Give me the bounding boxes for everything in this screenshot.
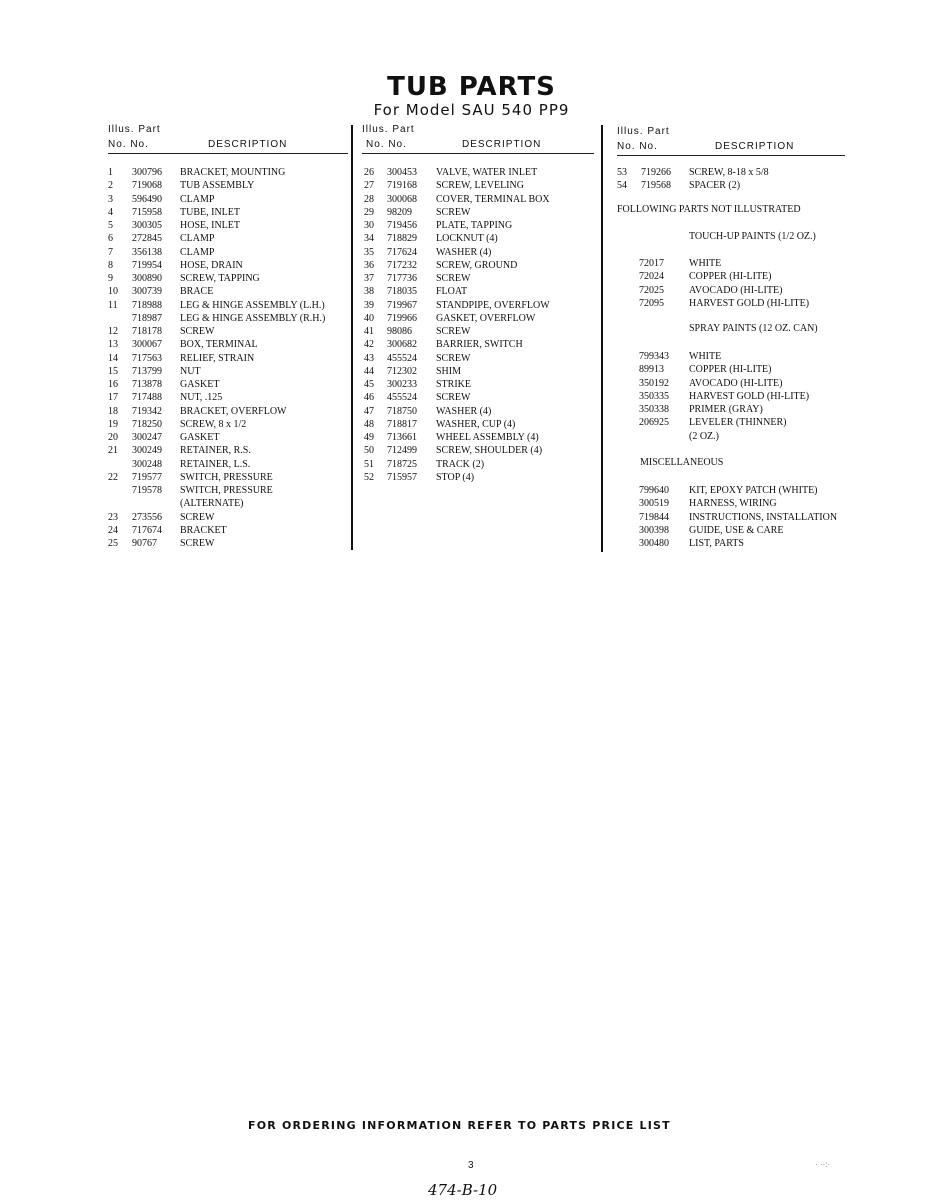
- illus-number: 44: [364, 365, 374, 377]
- part-row: [362, 246, 594, 259]
- illus-number: 8: [108, 259, 113, 271]
- column-divider: [351, 125, 353, 550]
- part-row: [362, 325, 594, 338]
- part-number: 799343: [639, 351, 669, 362]
- part-description: SPACER (2): [689, 180, 741, 192]
- illus-number: 36: [364, 259, 374, 271]
- part-number: 719966: [387, 312, 417, 324]
- illus-number: 7: [108, 246, 113, 258]
- part-row: [108, 338, 353, 351]
- illus-number: 30: [364, 220, 374, 231]
- part-number: 455524: [387, 392, 417, 404]
- part-row: [617, 257, 849, 270]
- part-row: [108, 246, 353, 259]
- part-row: [362, 232, 594, 245]
- part-row: [362, 299, 594, 312]
- part-number: 350338: [639, 404, 669, 415]
- header-rule: [108, 153, 348, 154]
- part-number: 718035: [387, 286, 417, 298]
- touchup-list: [617, 257, 849, 310]
- part-row: [617, 497, 867, 510]
- part-description: NUT: [180, 365, 201, 377]
- part-description: SCREW: [436, 273, 471, 284]
- part-number: 98209: [387, 206, 412, 218]
- part-row: [362, 405, 594, 418]
- part-row: [362, 444, 594, 457]
- part-row: [362, 352, 594, 365]
- illus-part-label: Illus. Part: [362, 124, 415, 135]
- part-number: 300248: [132, 458, 162, 470]
- part-number: 300249: [132, 445, 162, 457]
- illus-number: 54: [617, 180, 627, 192]
- part-description: STANDPIPE, OVERFLOW: [436, 299, 550, 311]
- part-row: [617, 430, 849, 443]
- parts-list: [362, 166, 594, 484]
- illus-number: 27: [364, 180, 374, 192]
- part-row: [108, 511, 353, 524]
- part-description: COVER, TERMINAL BOX: [436, 193, 550, 205]
- illus-part-label: Illus. Part: [617, 126, 670, 137]
- part-number: 719168: [387, 180, 417, 192]
- part-description: SCREW: [436, 206, 471, 218]
- part-description: NUT, .125: [180, 392, 223, 404]
- illus-number: 15: [108, 365, 118, 377]
- part-row: [108, 219, 353, 232]
- illus-number: 22: [108, 471, 118, 483]
- illus-number: 34: [364, 233, 374, 245]
- part-row: [617, 350, 849, 363]
- part-row: [108, 312, 353, 325]
- part-number: 350335: [639, 390, 669, 402]
- illus-number: 24: [108, 524, 118, 536]
- part-number: 712302: [387, 365, 417, 377]
- part-description: BRACKET: [180, 524, 227, 536]
- part-description: COPPER (HI-LITE): [689, 364, 772, 376]
- scan-mark: · ··:·: [815, 1160, 831, 1169]
- part-row: [362, 418, 594, 431]
- part-description: HARVEST GOLD (HI-LITE): [689, 390, 810, 402]
- part-row: [617, 390, 849, 403]
- part-number: 719568: [641, 180, 671, 192]
- part-description: (2 OZ.): [689, 430, 719, 442]
- part-number: 300247: [132, 432, 162, 443]
- illus-number: 38: [364, 286, 374, 298]
- description-label: DESCRIPTION: [715, 141, 795, 152]
- part-description: RELIEF, STRAIN: [180, 352, 255, 364]
- part-description: HARNESS, WIRING: [689, 498, 777, 510]
- description-label: DESCRIPTION: [462, 139, 542, 150]
- part-number: 300453: [387, 167, 417, 178]
- part-description: GUIDE, USE & CARE: [689, 524, 784, 536]
- part-description: SCREW: [436, 326, 471, 337]
- part-description: SCREW: [436, 392, 471, 404]
- illus-number: 48: [364, 418, 374, 430]
- part-description: SCREW: [180, 538, 215, 549]
- part-row: [617, 377, 849, 390]
- part-row: [108, 418, 353, 431]
- no-no-label: No. No.: [366, 139, 407, 150]
- part-number: 717232: [387, 259, 417, 271]
- part-number: 72095: [639, 297, 664, 309]
- illus-number: 20: [108, 432, 118, 443]
- illus-number: 19: [108, 418, 118, 430]
- illus-number: 51: [364, 458, 374, 470]
- part-row: [362, 471, 594, 484]
- part-number: 718987: [132, 312, 162, 324]
- part-number: 272845: [132, 233, 162, 245]
- part-description: WASHER (4): [436, 405, 492, 417]
- part-number: 300068: [387, 193, 417, 205]
- illus-number: 5: [108, 220, 113, 231]
- illus-number: 1: [108, 167, 113, 178]
- part-row: [617, 484, 867, 497]
- illus-number: 46: [364, 392, 374, 404]
- part-row: [617, 179, 849, 192]
- illus-number: 4: [108, 206, 113, 218]
- illus-number: 52: [364, 471, 374, 483]
- part-number: 719844: [639, 511, 669, 523]
- part-description: (ALTERNATE): [180, 498, 244, 510]
- spray-heading: SPRAY PAINTS (12 OZ. CAN): [689, 323, 818, 334]
- part-row: [362, 312, 594, 325]
- part-number: 300233: [387, 379, 417, 390]
- part-row: [108, 166, 353, 179]
- part-number: 300739: [132, 286, 162, 298]
- part-row: [108, 484, 353, 497]
- part-description: BOX, TERMINAL: [180, 339, 258, 351]
- illus-number: 41: [364, 326, 374, 337]
- illus-number: 35: [364, 246, 374, 258]
- part-number: 719967: [387, 299, 417, 311]
- part-description: PLATE, TAPPING: [436, 220, 513, 231]
- part-description: HARVEST GOLD (HI-LITE): [689, 297, 810, 309]
- part-number: 300682: [387, 339, 417, 351]
- page-number: 3: [468, 1160, 474, 1171]
- part-number: 719266: [641, 167, 671, 178]
- part-number: 90767: [132, 538, 157, 549]
- part-description: TUB ASSEMBLY: [180, 180, 255, 192]
- illus-number: 3: [108, 193, 113, 205]
- illus-number: 49: [364, 432, 374, 443]
- part-number: 718829: [387, 233, 417, 245]
- part-description: CLAMP: [180, 246, 215, 258]
- part-number: 300480: [639, 538, 669, 549]
- illus-number: 12: [108, 326, 118, 337]
- part-description: CLAMP: [180, 193, 215, 205]
- not-illustrated-heading: FOLLOWING PARTS NOT ILLUSTRATED: [617, 204, 801, 215]
- part-row: [108, 272, 353, 285]
- part-row: [617, 403, 849, 416]
- part-description: GASKET: [180, 432, 220, 443]
- part-number: 719456: [387, 220, 417, 231]
- part-row: [617, 537, 867, 550]
- spray-list: [617, 350, 849, 443]
- part-description: BARRIER, SWITCH: [436, 339, 523, 351]
- part-row: [617, 270, 849, 283]
- part-description: GASKET: [180, 379, 220, 390]
- no-no-label: No. No.: [617, 141, 658, 152]
- part-description: BRACE: [180, 286, 214, 298]
- part-description: RETAINER, L.S.: [180, 458, 251, 470]
- part-row: [617, 166, 849, 179]
- illus-number: 21: [108, 445, 118, 457]
- illus-number: 6: [108, 233, 113, 245]
- part-row: [108, 471, 353, 484]
- part-description: STRIKE: [436, 379, 471, 390]
- part-row: [108, 458, 353, 471]
- part-description: BRACKET, MOUNTING: [180, 167, 286, 178]
- part-number: 717624: [387, 246, 417, 258]
- part-description: WASHER, CUP (4): [436, 418, 516, 430]
- part-number: 717488: [132, 392, 162, 404]
- part-number: 719342: [132, 405, 162, 417]
- illus-number: 50: [364, 445, 374, 457]
- part-number: 717674: [132, 524, 162, 536]
- part-number: 718725: [387, 458, 417, 470]
- illus-number: 23: [108, 511, 118, 523]
- part-description: SCREW, 8 x 1/2: [180, 418, 247, 430]
- part-description: SCREW: [436, 352, 471, 364]
- part-number: 713878: [132, 379, 162, 390]
- illus-number: 11: [108, 299, 118, 311]
- part-number: 718178: [132, 326, 162, 337]
- part-number: 356138: [132, 246, 162, 258]
- part-description: SCREW, GROUND: [436, 259, 518, 271]
- part-row: [108, 179, 353, 192]
- no-no-label: No. No.: [108, 139, 149, 150]
- part-row: [362, 219, 594, 232]
- illus-number: 47: [364, 405, 374, 417]
- part-row: [108, 378, 353, 391]
- part-description: WHEEL ASSEMBLY (4): [436, 432, 539, 443]
- part-number: 718250: [132, 418, 162, 430]
- part-row: [362, 378, 594, 391]
- part-number: 72017: [639, 258, 664, 269]
- part-description: LIST, PARTS: [689, 538, 744, 549]
- illus-number: 9: [108, 273, 113, 284]
- part-number: 300398: [639, 524, 669, 536]
- part-description: TUBE, INLET: [180, 206, 240, 218]
- part-number: 717563: [132, 352, 162, 364]
- part-row: [108, 431, 353, 444]
- part-number: 350192: [639, 377, 669, 389]
- part-row: [362, 365, 594, 378]
- description-label: DESCRIPTION: [208, 139, 288, 150]
- part-number: 206925: [639, 417, 669, 429]
- illus-number: 53: [617, 167, 627, 178]
- part-row: [617, 524, 867, 537]
- part-row: [108, 232, 353, 245]
- part-row: [108, 193, 353, 206]
- touchup-heading: TOUCH-UP PAINTS (1/2 OZ.): [689, 231, 816, 242]
- illus-number: 16: [108, 379, 118, 390]
- illus-number: 39: [364, 299, 374, 311]
- part-number: 718817: [387, 418, 417, 430]
- part-description: HOSE, INLET: [180, 220, 240, 231]
- part-row: [108, 206, 353, 219]
- part-number: 719577: [132, 471, 162, 483]
- part-number: 300519: [639, 498, 669, 510]
- part-description: WASHER (4): [436, 246, 492, 258]
- part-row: [362, 431, 594, 444]
- illus-part-label: Illus. Part: [108, 124, 161, 135]
- illus-number: 43: [364, 352, 374, 364]
- part-row: [108, 391, 353, 404]
- part-number: 89913: [639, 364, 664, 376]
- part-description: LEG & HINGE ASSEMBLY (L.H.): [180, 299, 325, 311]
- part-description: SCREW, 8-18 x 5/8: [689, 167, 769, 178]
- misc-list: [617, 484, 867, 550]
- part-number: 273556: [132, 511, 162, 523]
- part-number: 98086: [387, 326, 412, 337]
- part-number: 719954: [132, 259, 162, 271]
- illus-number: 28: [364, 193, 374, 205]
- part-row: [108, 325, 353, 338]
- part-row: [617, 284, 849, 297]
- part-row: [362, 259, 594, 272]
- part-description: SCREW, LEVELING: [436, 180, 524, 192]
- part-row: [362, 179, 594, 192]
- part-row: [108, 405, 353, 418]
- part-description: WHITE: [689, 351, 722, 362]
- ordering-note: FOR ORDERING INFORMATION REFER TO PARTS PRICE LIST: [248, 1119, 671, 1132]
- part-description: GASKET, OVERFLOW: [436, 312, 536, 324]
- part-description: PRIMER (GRAY): [689, 404, 763, 415]
- part-description: VALVE, WATER INLET: [436, 167, 538, 178]
- illus-number: 29: [364, 206, 374, 218]
- part-description: SWITCH, PRESSURE: [180, 471, 273, 483]
- part-number: 300890: [132, 273, 162, 284]
- part-number: 799640: [639, 485, 669, 496]
- part-description: RETAINER, R.S.: [180, 445, 251, 457]
- part-number: 719578: [132, 485, 162, 496]
- page-subtitle: For Model SAU 540 PP9: [373, 101, 570, 119]
- illus-number: 25: [108, 538, 118, 549]
- illus-number: 40: [364, 312, 374, 324]
- part-row: [362, 391, 594, 404]
- part-row: [362, 338, 594, 351]
- part-number: 718988: [132, 299, 162, 311]
- illus-number: 14: [108, 352, 118, 364]
- part-row: [617, 297, 849, 310]
- part-description: SCREW: [180, 326, 215, 337]
- part-row: [362, 272, 594, 285]
- part-description: LOCKNUT (4): [436, 233, 498, 245]
- part-number: 713799: [132, 365, 162, 377]
- part-description: LEVELER (THINNER): [689, 417, 787, 429]
- part-description: TRACK (2): [436, 458, 485, 470]
- part-number: 300067: [132, 339, 162, 351]
- part-description: SWITCH, PRESSURE: [180, 485, 273, 496]
- part-description: COPPER (HI-LITE): [689, 271, 772, 283]
- part-row: [617, 363, 849, 376]
- part-row: [108, 444, 353, 457]
- part-number: 455524: [387, 352, 417, 364]
- part-row: [617, 416, 849, 429]
- part-number: 719068: [132, 180, 162, 192]
- part-row: [617, 511, 867, 524]
- part-description: SCREW, TAPPING: [180, 273, 260, 284]
- part-description: FLOAT: [436, 286, 468, 298]
- part-number: 712499: [387, 445, 417, 457]
- part-description: HOSE, DRAIN: [180, 259, 243, 271]
- part-row: [362, 166, 594, 179]
- part-number: 300305: [132, 220, 162, 231]
- parts-list: [108, 166, 353, 550]
- illus-number: 18: [108, 405, 118, 417]
- part-description: SCREW, SHOULDER (4): [436, 445, 543, 457]
- illus-number: 10: [108, 286, 118, 298]
- part-row: [108, 259, 353, 272]
- part-description: STOP (4): [436, 471, 475, 483]
- part-description: CLAMP: [180, 233, 215, 245]
- part-row: [108, 497, 353, 510]
- part-row: [108, 285, 353, 298]
- part-row: [108, 524, 353, 537]
- part-description: BRACKET, OVERFLOW: [180, 405, 287, 417]
- part-number: 72025: [639, 284, 664, 296]
- illus-number: 17: [108, 392, 118, 404]
- part-row: [108, 537, 353, 550]
- part-row: [108, 365, 353, 378]
- illus-number: 42: [364, 339, 374, 351]
- part-number: 718750: [387, 405, 417, 417]
- part-row: [362, 458, 594, 471]
- part-description: SCREW: [180, 511, 215, 523]
- part-description: SHIM: [436, 365, 462, 377]
- part-number: 715958: [132, 206, 162, 218]
- handwritten-note: 474-B-10: [428, 1181, 498, 1199]
- part-number: 596490: [132, 193, 162, 205]
- part-description: WHITE: [689, 258, 722, 269]
- column-divider: [601, 125, 603, 552]
- illus-number: 2: [108, 180, 113, 192]
- part-number: 713661: [387, 432, 417, 443]
- part-row: [108, 299, 353, 312]
- header-rule: [362, 153, 594, 154]
- part-number: 717736: [387, 273, 417, 284]
- parts-list: [617, 166, 849, 193]
- part-description: AVOCADO (HI-LITE): [689, 284, 783, 296]
- illus-number: 45: [364, 379, 374, 390]
- page-title: TUB PARTS: [387, 72, 556, 102]
- part-description: INSTRUCTIONS, INSTALLATION: [689, 511, 838, 523]
- part-row: [362, 285, 594, 298]
- part-row: [362, 206, 594, 219]
- part-row: [362, 193, 594, 206]
- part-row: [108, 352, 353, 365]
- part-description: KIT, EPOXY PATCH (WHITE): [689, 485, 818, 496]
- header-rule: [617, 155, 845, 156]
- misc-heading: MISCELLANEOUS: [640, 457, 724, 468]
- part-number: 72024: [639, 271, 664, 283]
- part-description: AVOCADO (HI-LITE): [689, 377, 783, 389]
- illus-number: 37: [364, 273, 374, 284]
- part-number: 300796: [132, 167, 162, 178]
- part-description: LEG & HINGE ASSEMBLY (R.H.): [180, 312, 326, 324]
- illus-number: 13: [108, 339, 118, 351]
- illus-number: 26: [364, 167, 374, 178]
- part-number: 715957: [387, 471, 417, 483]
